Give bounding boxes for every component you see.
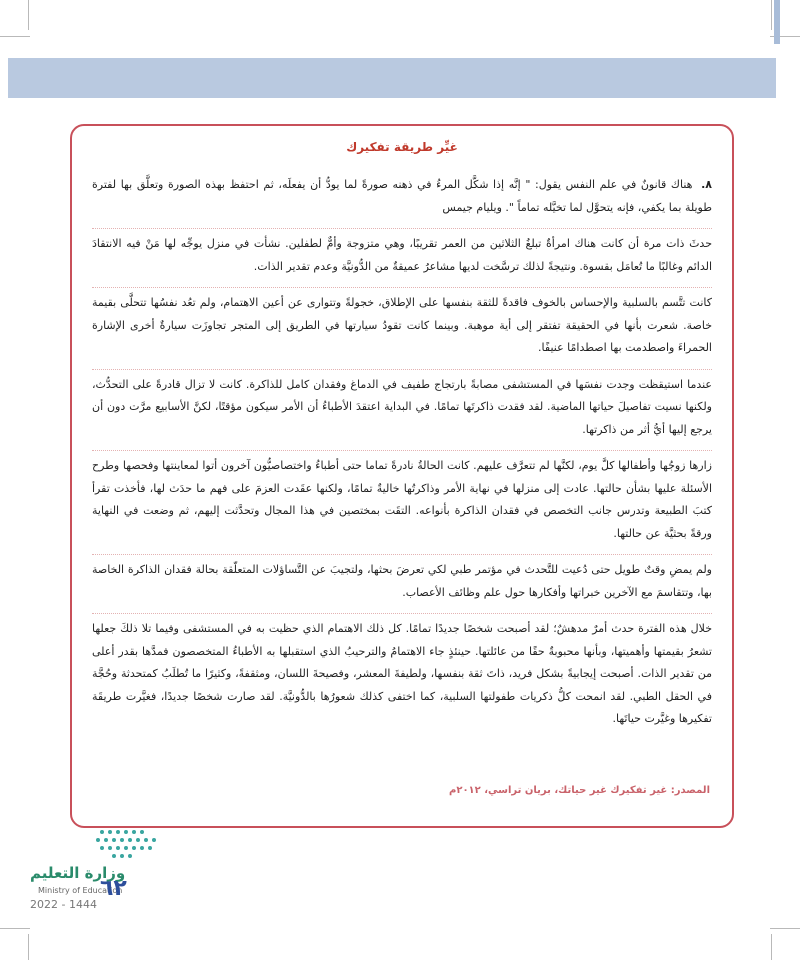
source-citation: المصدر: غير تفكيرك غير حياتك، بريان تراسي، ٢٠١٢م [449, 785, 710, 796]
card-title: غيِّر طريقة تفكيرك [346, 140, 458, 154]
crop-mark [770, 928, 800, 929]
story-paragraph: زارها زوجُها وأطفالها كلَّ يوم، لكنَّها لم تتعرَّف عليهم. كانت الحالةُ نادرةً تماما حتى أطباءُ واختصاصيُّون آخرون أتوا لمعاينتها وفحصها وطرح الأسئلة عليها بشأن حالتها. عادت إلى منزلها في نهاية الأمر وذاكرتُها خاليةٌ تمامًا، ولكنها عقَدت العزمَ على فهم ما حدَث لها، فأخذت تقرأ كتبَ الطبيعة وتدرس جانب التخصص في فقدان الذاكرة بأنواعه. التقَت بمختصين في هذا المجال وتحدَّثت إليهم، ثم وضعت في النهاية ورقةً بحثيَّة عن حالتها. [92, 450, 712, 545]
reading-card [70, 124, 734, 828]
edition-year: 2022 - 1444 [30, 898, 97, 911]
story-paragraph: حدثَ ذات مرة أن كانت هناك امرأةٌ تبلغُ الثلاثين من العمر تقريبًا، وهي متزوجة وأمٌّ لطفلين. نشأت في منزل يوجِّه لها مَنْ فيه الانتقادَ الدائم وغالبًا ما تُعامَل بقسوة. ونتيجةً لذلك ترسَّخت لديها مشاعرُ عميقةٌ من الدُّونيَّة وعدم تقدير الذات. [92, 228, 712, 278]
edge-tab [774, 0, 780, 44]
page-number: ٦٢ [100, 876, 127, 901]
crop-mark [0, 928, 30, 929]
crop-mark [771, 0, 772, 30]
card-content [92, 174, 712, 740]
ministry-name-en: Ministry of Education [38, 886, 123, 895]
story-paragraph: ولم يمضِ وقتٌ طويل حتى دُعيت للتَّحدث في مؤتمر طبي لكي تعرضَ بحثها، ولتجيبَ عن التَّساؤلات المتعلّقة بحالة فقدان الذاكرة الخاصة بها، وتتقاسمَ مع الآخرين خبراتها وأفكارها حول علم وظائف الأعصاب. [92, 554, 712, 604]
crop-mark [771, 934, 772, 960]
story-paragraph: كانت تتَّسم بالسلبية والإحساس بالخوف فاقدةً للثقة بنفسها على الإطلاق، خجولةً وتتوارى عن أعين الاهتمام، ولم تعُد نفسُها تتحلَّى بقيمة خاصة. شعرت بأنها في الحقيقة تفتقر إلى أية موهبة. وبينما كانت تقودُ سيارتها في الطريق إلى المتجر تجاوزَت سيارةٌ أخرى الإشارة الحمراءَ واصطدمت بها اصطدامًا عنيفًا. [92, 287, 712, 360]
crop-mark [28, 0, 29, 30]
crop-mark [0, 36, 30, 37]
ministry-name-ar: وزارة التعليم [30, 864, 126, 882]
story-paragraph: خلال هذه الفترة حدث أمرٌ مدهشٌ؛ لقد أصبحت شخصًا جديدًا تمامًا. كل ذلك الاهتمام الذي حظيت به في المستشفى وفيما تلا ذلكَ جعلها تشعرُ بقيمتها وأهميتها، وبأنها محبوبةٌ حقًا من عائلتها. حينئذٍ جاء الاهتمامُ والترحيبُ الذي استقبلها به الأطباءُ المتخصصون فمدَّها بقدر أعلى من تقدير الذات. أصبحت إيجابيةً بشكل فريد، ذاتَ ثقة بنفسها، ولطيفةَ المعشر، وفصيحةَ اللسان، ومثقفةً، وكثيرًا ما تُطلَبُ كمتحدثة وحُجَّة في الحقل الطبي. لقد انمحت كلُّ ذكريات طفولتها السلبية، كما اختفى كذلك شعورُها بالدُّونيَّة. لقد صارت شخصًا جديدًا، فغيَّرت طريقَة تفكيرها وغيَّرت حياتَها. [92, 613, 712, 731]
story-paragraph: عندما استيقظت وجدت نفسَها في المستشفى مصابةً بارتجاج طفيف في الدماغ وفقدان كامل للذاكرة. كانت لا تزال قادرةً على التحدُّث، ولكنها نسيت تفاصيلَ حياتها الماضية. لقد فقدت ذاكرتَها تمامًا. في البداية اعتقدَ الأطباءُ أن الأمر سيكون مؤقتًا، لكنَّ الأسابيع مرَّت دون أن يرجع إليها أيُّ أثر من ذاكرتها. [92, 369, 712, 442]
quote-paragraph [92, 174, 712, 219]
quote-text: هناك قانونٌ في علم النفس يقول: " إنَّه إذا شكَّل المرءُ في ذهنه صورةً لما يودُّ أن يفعلَه، ثم احتفظ بهذه الصورة وتعلَّق بها لفترة طويلة بما يكفي، فإنه يتحوَّل لما تخيَّله تماماً ". ويليام جيمس [92, 178, 712, 214]
header-banner [8, 58, 776, 98]
crop-mark [28, 934, 29, 960]
question-number: ٨. [701, 178, 712, 191]
ministry-logo-icon [92, 826, 162, 860]
